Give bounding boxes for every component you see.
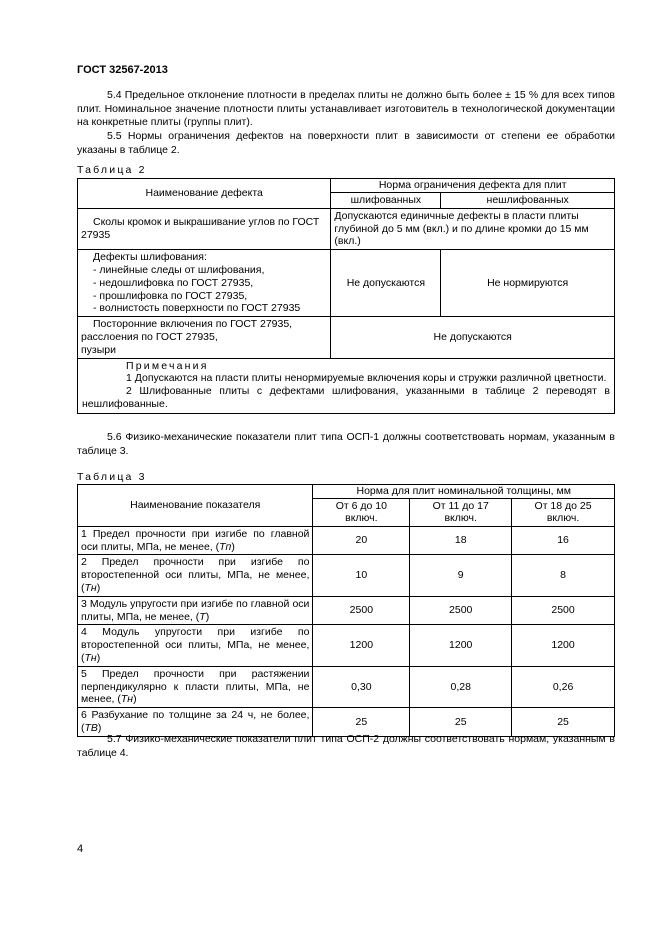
table-2-caption: Таблица 2 — [77, 164, 147, 176]
table-3-row-name: 6 Разбухание по толщине за 24 ч, не более, (TВ) — [78, 708, 313, 737]
indicator-symbol: Tп — [219, 540, 232, 553]
indicator-symbol: TВ — [84, 721, 98, 734]
table-3-header-range: От 11 до 17 включ. — [410, 498, 512, 526]
table-3-header-range: От 18 до 25 включ. — [512, 498, 615, 526]
table-2-row-2-item: - линейные следы от шлифования, — [93, 263, 265, 276]
table-2-row-3-value: Не допускаются — [331, 317, 615, 358]
table-2-notes — [78, 358, 615, 413]
table-3-header-norm: Норма для плит номинальной толщины, мм — [313, 485, 615, 499]
table-2-note-1: 1 Допускаются на пласти плиты ненормируемые включения коры и стружки различной цветности. — [126, 372, 607, 385]
table-3-row-name: 5 Предел прочности при растяжении перпендикулярно к пласти плиты, МПа, не менее, (Tн) — [78, 666, 313, 707]
table-2-row-2-title: Дефекты шлифования: — [93, 251, 207, 264]
table-row — [78, 596, 615, 625]
paragraph-5-7: 5.7 Физико-механические показатели плит типа ОСП-2 должны соответствовать нормам, указанным в таблице 4. — [77, 733, 615, 759]
table-2-row-1-value: Допускаются единичные дефекты в пласти плиты глубиной до 5 мм (вкл.) и по длине кромки до 15 мм (вкл.) — [331, 208, 615, 249]
table-3-cell: 0,28 — [410, 666, 512, 707]
indicator-text: 4 Модуль упругости при изгибе по второстепенной оси плиты, МПа, не менее, — [81, 626, 310, 652]
table-2-row-1-name: Сколы кромок и выкрашивание углов по ГОСТ 27935 — [78, 208, 331, 249]
table-3-row-name: 4 Модуль упругости при изгибе по второстепенной оси плиты, МПа, не менее, (Tн) — [78, 625, 313, 666]
table-2-row-2-sanded: Не допускаются — [331, 250, 441, 317]
table-row — [78, 555, 615, 596]
table-3-caption: Таблица 3 — [77, 471, 147, 483]
table-2-row-2-name — [78, 250, 331, 317]
table-3-cell: 8 — [512, 555, 615, 596]
table-2-row-2-item: - недошлифовка по ГОСТ 27935, — [93, 276, 254, 289]
table-2-header-sanded: шлифованных — [331, 192, 441, 208]
table-2-row-2-item: - волнистость поверхности по ГОСТ 27935 — [93, 302, 301, 315]
table-2-note-2: 2 Шлифованные плиты с дефектами шлифования, указанными в таблице 2 переводят в нешлифованные. — [82, 385, 610, 410]
table-3-cell: 2500 — [410, 596, 512, 625]
indicator-symbol: T — [199, 610, 206, 623]
page-number: 4 — [77, 843, 84, 855]
table-2-header-norm: Норма ограничения дефекта для плит — [331, 179, 615, 193]
indicator-text: 5 Предел прочности при растяжении перпендикулярно к пласти плиты, МПа, не менее, — [81, 667, 310, 706]
table-row — [78, 526, 615, 555]
table-3-cell: 2500 — [512, 596, 615, 625]
table-2-notes-title: Примечания — [126, 359, 209, 372]
table-3-cell: 18 — [410, 526, 512, 555]
table-2-row-2-item: - прошлифовка по ГОСТ 27935, — [93, 289, 248, 302]
table-3-row-name: 3 Модуль упругости при изгибе по главной оси плиты, МПа, не менее, (T) — [78, 596, 313, 625]
paragraph-5-5: 5.5 Нормы ограничения дефектов на поверхности плит в зависимости от степени ее обработки указаны в таблице 2. — [77, 130, 615, 156]
table-3-cell: 1200 — [512, 625, 615, 666]
table-2 — [77, 178, 615, 414]
table-3-cell: 10 — [313, 555, 410, 596]
table-2-row-3-line: расслоения по ГОСТ 27935, — [81, 330, 218, 343]
paragraph-5-6: 5.6 Физико-механические показатели плит типа ОСП-1 должны соответствовать нормам, указанным в таблице 3. — [77, 431, 615, 457]
table-3-cell: 0,26 — [512, 666, 615, 707]
table-3 — [77, 484, 615, 737]
table-2-row-3-line: пузыри — [81, 343, 117, 356]
table-3-cell: 25 — [512, 708, 615, 737]
indicator-symbol: Tн — [120, 693, 134, 706]
table-row — [78, 666, 615, 707]
table-2-row-3-name — [78, 317, 331, 358]
table-3-header-range: От 6 до 10 включ. — [313, 498, 410, 526]
indicator-symbol: Tн — [84, 651, 97, 664]
table-3-cell: 2500 — [313, 596, 410, 625]
table-3-cell: 25 — [313, 708, 410, 737]
indicator-text: 3 Модуль упругости при изгибе по главной оси плиты, МПа, не менее, — [81, 597, 310, 623]
table-3-cell: 0,30 — [313, 666, 410, 707]
table-3-cell: 1200 — [410, 625, 512, 666]
table-row — [78, 708, 615, 737]
indicator-text: 6 Разбухание по толщине за 24 ч, не более, — [81, 709, 310, 722]
table-3-cell: 25 — [410, 708, 512, 737]
indicator-text: 1 Предел прочности при изгибе по главной оси плиты, МПа, не менее, — [81, 527, 310, 553]
table-3-cell: 9 — [410, 555, 512, 596]
indicator-text: 2 Предел прочности при изгибе по второстепенной оси плиты, МПа, не менее, — [81, 556, 310, 582]
table-3-row-name: 2 Предел прочности при изгибе по второстепенной оси плиты, МПа, не менее, (Tн) — [78, 555, 313, 596]
table-3-header-indicator: Наименование показателя — [78, 485, 313, 527]
table-3-row-name: 1 Предел прочности при изгибе по главной оси плиты, МПа, не менее, (Tп) — [78, 526, 313, 555]
table-2-row-3-line: Посторонние включения по ГОСТ 27935, — [93, 318, 293, 331]
indicator-symbol: Tн — [84, 581, 97, 594]
table-3-cell: 20 — [313, 526, 410, 555]
table-3-cell: 16 — [512, 526, 615, 555]
table-row — [78, 625, 615, 666]
table-2-header-defect: Наименование дефекта — [78, 179, 331, 209]
table-2-row-2-unsanded: Не нормируются — [441, 250, 615, 317]
standard-designation: ГОСТ 32567-2013 — [77, 64, 168, 76]
table-2-header-unsanded: нешлифованных — [441, 192, 615, 208]
table-3-cell: 1200 — [313, 625, 410, 666]
paragraph-5-4: 5.4 Предельное отклонение плотности в пределах плиты не должно быть более ± 15 % для всех типов плит. Номинальное значение плотности плиты устанавливает изготовитель в технологической документации на конкретные плиты (группы плит). — [77, 89, 615, 129]
